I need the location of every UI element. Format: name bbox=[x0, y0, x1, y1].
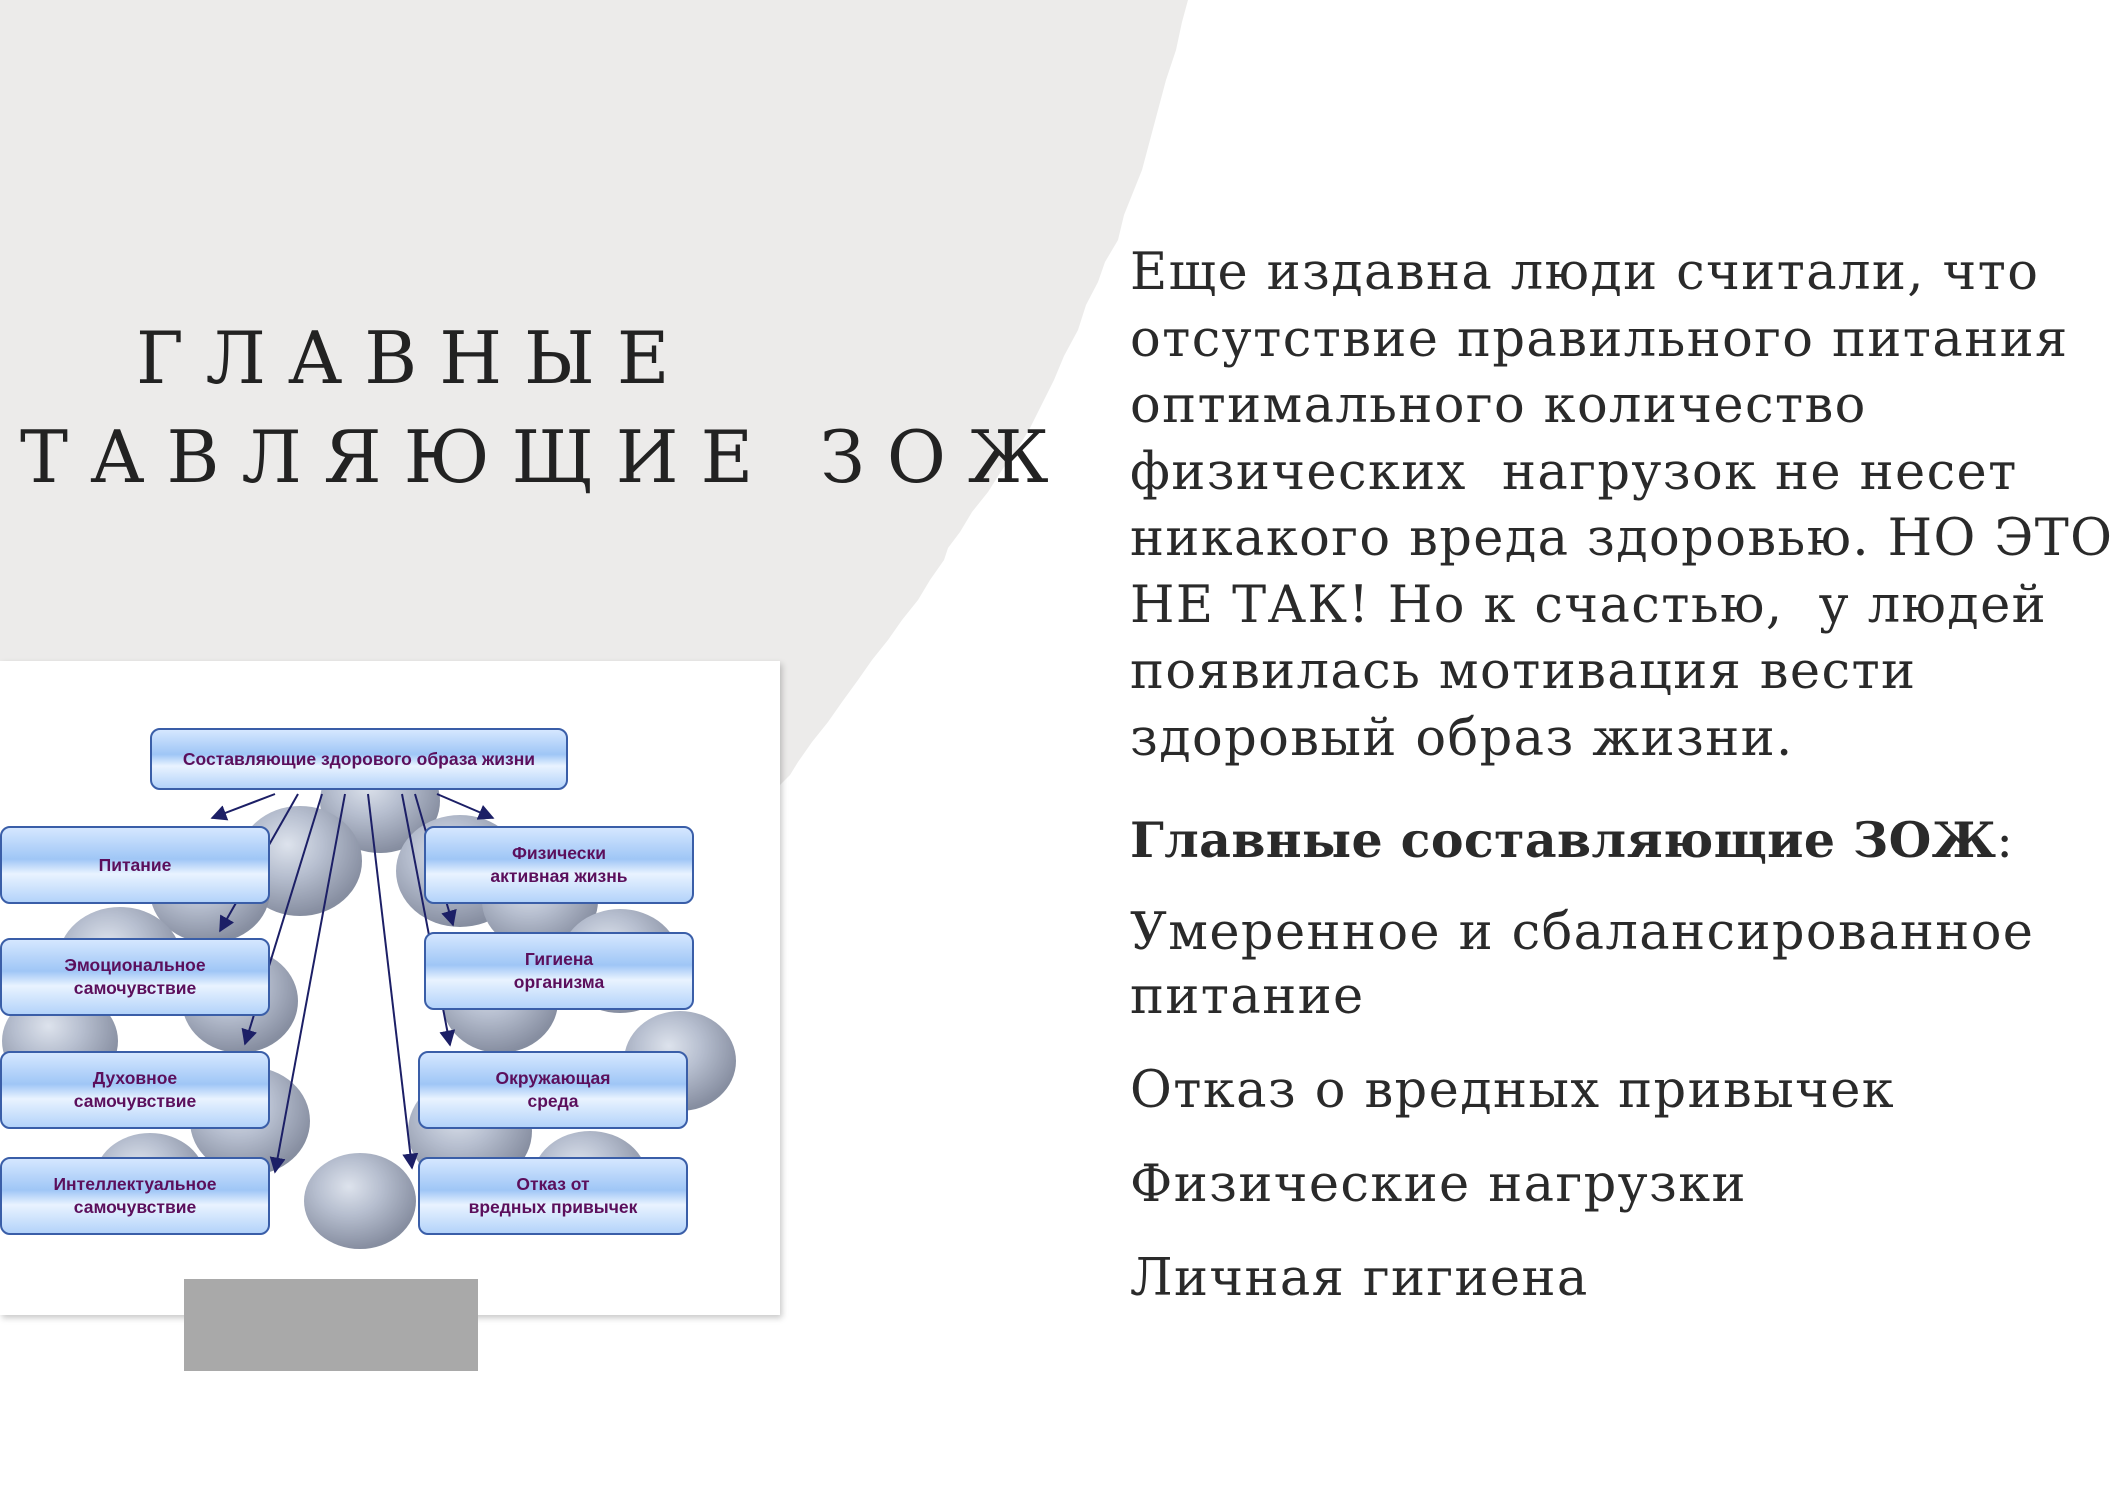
diagram-node-emotional: Эмоциональное самочувствие bbox=[0, 938, 270, 1016]
text-panel bbox=[1130, 240, 2113, 1311]
arrow-to-pitanie bbox=[212, 794, 275, 818]
diagram-node-hygiene: Гигиена организма bbox=[424, 932, 694, 1010]
components-list bbox=[1130, 901, 2035, 1311]
slide-title-line-2: ТАВЛЯЮЩИЕ ЗОЖ bbox=[20, 415, 1071, 499]
arrow-to-intellectual bbox=[275, 794, 345, 1172]
components-heading-colon: : bbox=[1996, 812, 2014, 869]
diagram-node-bad-habits: Отказ от вредных привычек bbox=[418, 1157, 688, 1235]
slide-title-line-1: ГЛАВНЫЕ bbox=[136, 316, 692, 400]
diagram-node-pitanie: Питание bbox=[0, 826, 270, 904]
diagram-node-physical: Физически активная жизнь bbox=[424, 826, 694, 904]
diagram-card bbox=[0, 661, 780, 1315]
image-caption-placeholder bbox=[184, 1279, 478, 1371]
list-item: Физические нагрузки bbox=[1130, 1155, 1747, 1214]
components-heading-text: Главные составляющие ЗОЖ bbox=[1130, 811, 1997, 869]
arrow-to-physical bbox=[437, 794, 493, 818]
diagram-node-spiritual: Духовное самочувствие bbox=[0, 1051, 270, 1129]
list-item: Отказ о вредных привычек bbox=[1130, 1061, 1896, 1120]
intro-paragraph: Еще издавна люди считали, что отсутствие правильного питания оптимального количество физических нагрузок не несет никакого вреда здоровью. НО ЭТО НЕ ТАК! Но к счастью, у людей появилась мотивация вести здоровый образ жизни. bbox=[1130, 243, 2113, 768]
diagram-node-root: Составляющие здорового образа жизни bbox=[150, 728, 568, 790]
components-heading bbox=[1130, 810, 2014, 871]
list-item: Личная гигиена bbox=[1130, 1249, 1589, 1308]
diagram-node-environment: Окружающая среда bbox=[418, 1051, 688, 1129]
arrow-to-environment bbox=[368, 794, 412, 1168]
list-item: Умеренное и сбалансированное питание bbox=[1130, 903, 2035, 1026]
diagram-node-intellectual: Интеллектуальное самочувствие bbox=[0, 1157, 270, 1235]
